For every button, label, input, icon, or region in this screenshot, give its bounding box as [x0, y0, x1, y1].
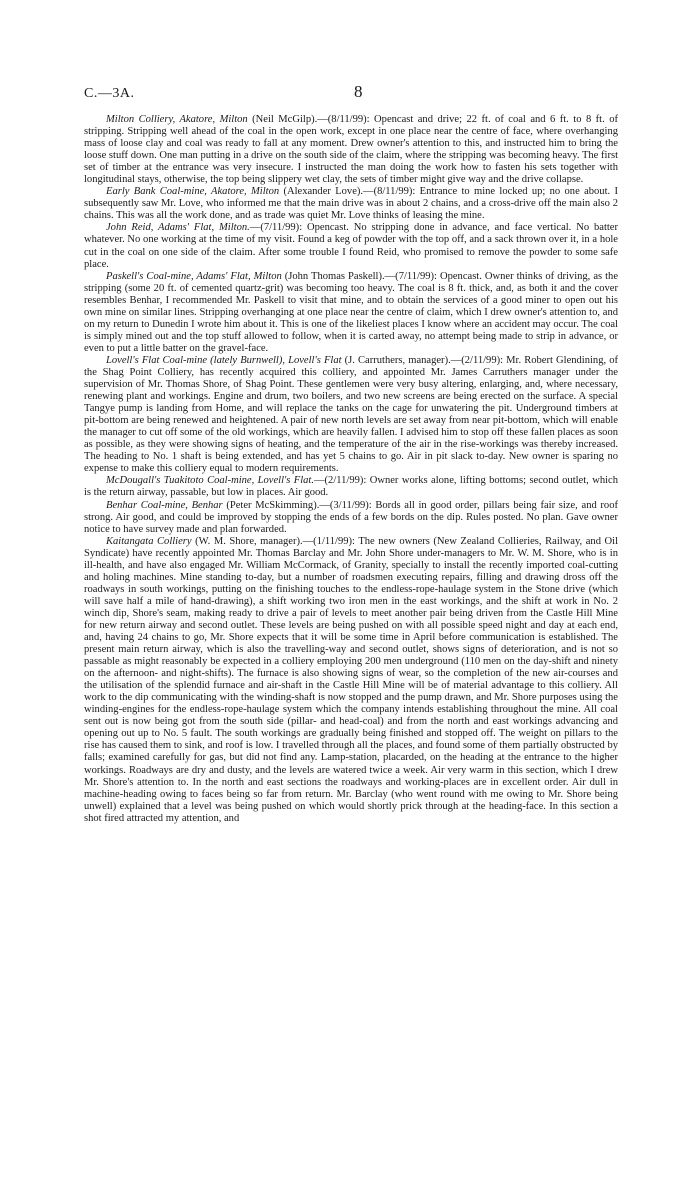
paragraph-lovells-flat — [84, 355, 618, 475]
entry-text: (John Thomas Paskell).—(7/11/99): Opencast. Owner thinks of driving, as the stripping (some 20 ft. of cemented quartz-grit) was becoming too heavy. The coal is 8 ft. thick, and, as both it and the cover resembles Benhar, I recommended Mr. Paskell to visit that mine, and to obtain the services of a good miner to open out his own mine on similar lines. Stripping overhanging at one place near the centre of claim, which I drew owner's attention to, and on my return to Dunedin I wrote him about it. This is one of the likeliest places I know where an accident may occur. The coal is simply mined out and the top stuff allowed to follow, when it is carted away, no attempt being made to strip in advance, or even to put a little batter on the gravel-face. — [84, 270, 619, 354]
page-number: 8 — [354, 82, 363, 101]
entry-title: McDougall's Tuakitoto Coal-mine, Lovell's Flat. — [106, 475, 314, 487]
entry-text: (W. M. Shore, manager).—(1/11/99): The new owners (New Zealand Collieries, Railway, and Oil Syndicate) have recently appointed Mr. Thomas Barclay and Mr. John Shore under-managers to Mr. W. M. Shore, who is in ill-health, and have also engaged Mr. William McCormack, of Granity, specially to install the recently imported coal-cutting and holing machines. Mine standing to-day, but a number of roadsmen executing repairs, filling and drawing dross off the roadways in south workings, putting on the finishing touches to the endless-rope-haulage system in the Stone drive (which will save half a mile of hand-drawing), a shift working two iron men in the east workings, and the shift at work in No. 2 winch dip, Shore's seam, making ready to drive a pair of levels to meet another pair being driven from the Castle Hill Mine for new return airway and second outlet. These levels are being pushed on with all possible speed night and day at each end, and, having 24 chains to go, Mr. Shore expects that it will be some time in April before communication is established. The present main return airway, which is also the travelling-way and second outlet, shows signs of deterioration, and is not so passable as might reasonably be expected in a colliery employing 200 men underground (110 men on the day-shift and ninety on the afternoon- and night-shifts). The furnace is also showing signs of wear, so the completion of the new air-courses and the utilisation of the splendid furnace and air-shaft in the Castle Hill Mine will be of material advantage to this colliery. All work to the dip communicating with the winding-shaft is now stopped and the pump drawn, and Mr. Shore purposes using the winding-engines for the endless-rope-haulage system which the company intends establishing throughout the mine. All coal sent out is now being got from the south side (pillar- and head-coal) and from the north and east workings advancing and opening out up to No. 5 fault. The south workings are gradually being finished and stopped off. The weight on pillars to the rise has caused them to sink, and roof is low. I travelled through all the places, and found some of them partially obstructed by falls; examined carefully for gas, but did not find any. Lamp-station, placarded, on the heading at the entrance to the higher workings. Roadways are dry and dusty, and the levels are watered twice a week. Air very warm in this section, which I drew Mr. Shore's attention to. In the north and east sections the roadways and working-places are in excellent order. Air dull in machine-heading owing to faces being so far from return. Mr. Barclay (who went round with me owing to Mr. Shore being unwell) explained that a level was being pushed on which would shortly prick through at the heading-face. In this section a shot fired attracted my attention, and — [84, 535, 619, 824]
paragraph-paskells — [84, 271, 618, 355]
entry-title: Kaitangata Colliery — [106, 535, 192, 547]
paragraph-john-reid — [84, 222, 618, 270]
entry-title: John Reid, Adams' Flat, Milton. — [106, 222, 250, 234]
entry-title: Paskell's Coal-mine, Adams' Flat, Milton — [106, 270, 282, 282]
parliamentary-paper-reference: C.—3A. — [84, 86, 135, 101]
entry-text: (Neil McGilp).—(8/11/99): Opencast and drive; 22 ft. of coal and 6 ft. to 8 ft. of stripping. Stripping well ahead of the coal in the open work, except in one place near the centre of face, where overhanging mass of loose clay and coal was ready to fall at any moment. Drew owner's attention to this, and instructed him to bring the loose stuff down. One man putting in a drive on the south side of the claim, where the stripping was becoming heavy. The first set of timber at the entrance was very insecure. I instructed the man doing the work how to fasten his sets together with longitudinal stays, otherwise, the top being slippery wet clay, the sets of timber might give way and the drive collapse. — [84, 114, 618, 186]
entry-text: (Alexander Love).—(8/11/99): Entrance to mine locked up; no one about. I subsequently saw Mr. Love, who informed me that the main drive was in about 2 chains, and a cross-drive off the main also 2 chains. This was all the work done, and as trade was quiet Mr. Love thinks of leasing the mine. — [84, 186, 618, 222]
entry-text: (Peter McSkimming).—(3/11/99): Bords all in good order, pillars being fair size, and roof strong. Air good, and could be improved by stopping the ends of a few bords on the dip. Rules posted. No plan. Gave owner notice to have survey made and plan forwarded. — [84, 499, 618, 535]
entry-text: —(2/11/99): Owner works alone, lifting bottoms; second outlet, which is the return airway, passable, but low in places. Air good. — [84, 475, 618, 499]
paragraph-benhar — [84, 500, 618, 536]
page-header — [84, 82, 618, 110]
paragraph-early-bank — [84, 186, 618, 222]
report-body — [84, 114, 618, 825]
document-page — [84, 82, 619, 825]
entry-title: Benhar Coal-mine, Benhar — [106, 499, 223, 511]
entry-title: Lovell's Flat Coal-mine (lately Burnwell), Lovell's Flat — [106, 354, 342, 366]
paragraph-milton-colliery — [84, 114, 618, 186]
paragraph-kaitangata — [84, 536, 618, 825]
entry-text: —(7/11/99): Opencast. No stripping done in advance, and face vertical. No batter whatever. No one working at the time of my visit. Found a keg of powder with the top off, and a sack thrown over it, in a hole cut in the coal on one side of the claim. After some trouble I found Reid, who promised to remove the powder to some safe place. — [84, 222, 618, 270]
entry-title: Early Bank Coal-mine, Akatore, Milton — [106, 186, 280, 198]
entry-text: (J. Carruthers, manager).—(2/11/99): Mr. Robert Glendining, of the Shag Point Colliery, has recently acquired this colliery, and appointed Mr. James Carruthers manager under the supervision of Mr. Thomas Shore, of Shag Point. These gentlemen were very busy altering, enlarging, and, where necessary, renewing plant and workings. Engine and drum, two boilers, and two new screens are being erected on the surface. A special Tangye pump is landing from Home, and will replace the tanks on the cage for unwatering the pit. Underground timbers at pit-bottom are being renewed and heightened. A pair of new north levels are set away from near pit-bottom, which will enable the manager to cut off some of the old workings, which are heavily fallen. I advised him to stop off these fallen places as soon as possible, as they were showing signs of heating, and the temperature of the air in the rise-workings was thereby increased. The heading to No. 1 shaft is being extended, and has yet 5 chains to go. Air in pit slack to-day. New owner is sparing no expense to make this colliery equal to modern requirements. — [84, 354, 619, 475]
entry-title: Milton Colliery, Akatore, Milton — [106, 114, 248, 125]
paragraph-mcdougalls — [84, 475, 618, 499]
